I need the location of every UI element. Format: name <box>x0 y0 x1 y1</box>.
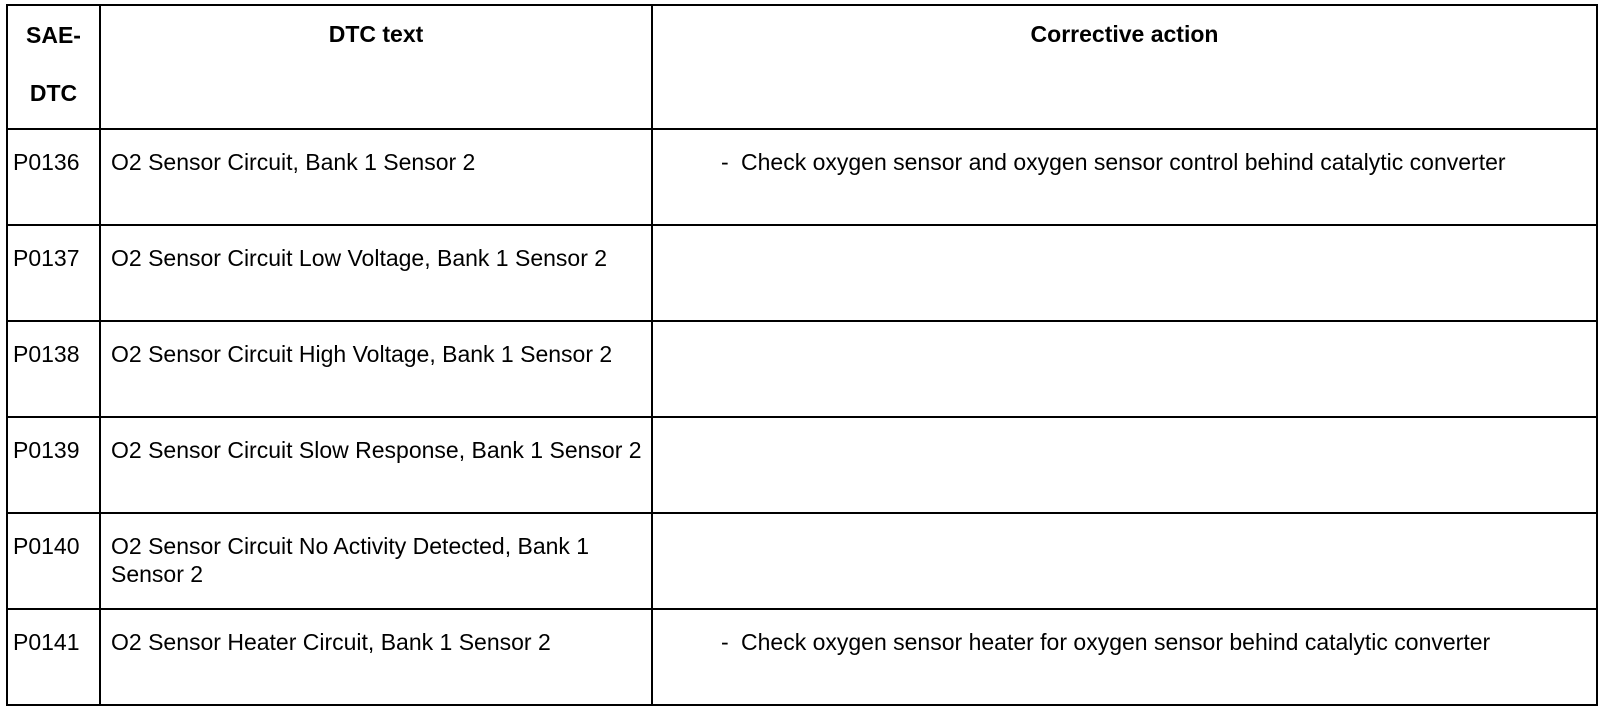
table-row <box>7 225 1597 321</box>
corrective-action <box>652 513 1597 609</box>
dtc-text: O2 Sensor Heater Circuit, Bank 1 Sensor 2 <box>100 609 652 705</box>
dtc-code: P0139 <box>7 417 100 513</box>
action-bullet: - <box>721 149 729 175</box>
action-text: Check oxygen sensor heater for oxygen sensor behind catalytic converter <box>741 629 1491 655</box>
action-bullet: - <box>721 629 729 655</box>
dtc-text: O2 Sensor Circuit Low Voltage, Bank 1 Sensor 2 <box>100 225 652 321</box>
dtc-table <box>6 4 1598 706</box>
header-corrective-action: Corrective action <box>652 5 1597 129</box>
header-dtc-text: DTC text <box>100 5 652 129</box>
action-item <box>721 628 1566 656</box>
header-sae-dtc-line1: SAE- <box>26 22 81 48</box>
dtc-text: O2 Sensor Circuit Slow Response, Bank 1 Sensor 2 <box>100 417 652 513</box>
header-sae-dtc <box>7 5 100 129</box>
dtc-code: P0141 <box>7 609 100 705</box>
header-row <box>7 5 1597 129</box>
dtc-code: P0138 <box>7 321 100 417</box>
table-row <box>7 513 1597 609</box>
corrective-action <box>652 225 1597 321</box>
corrective-action <box>652 129 1597 225</box>
corrective-action <box>652 321 1597 417</box>
dtc-text: O2 Sensor Circuit High Voltage, Bank 1 Sensor 2 <box>100 321 652 417</box>
table-row <box>7 129 1597 225</box>
dtc-code: P0140 <box>7 513 100 609</box>
action-text: Check oxygen sensor and oxygen sensor control behind catalytic converter <box>741 149 1506 175</box>
table-row <box>7 417 1597 513</box>
dtc-code: P0136 <box>7 129 100 225</box>
table-row <box>7 609 1597 705</box>
action-item <box>721 148 1566 176</box>
dtc-text: O2 Sensor Circuit, Bank 1 Sensor 2 <box>100 129 652 225</box>
table-row <box>7 321 1597 417</box>
dtc-code: P0137 <box>7 225 100 321</box>
corrective-action <box>652 609 1597 705</box>
corrective-action <box>652 417 1597 513</box>
header-sae-dtc-line2: DTC <box>29 80 78 106</box>
dtc-text: O2 Sensor Circuit No Activity Detected, Bank 1 Sensor 2 <box>100 513 652 609</box>
